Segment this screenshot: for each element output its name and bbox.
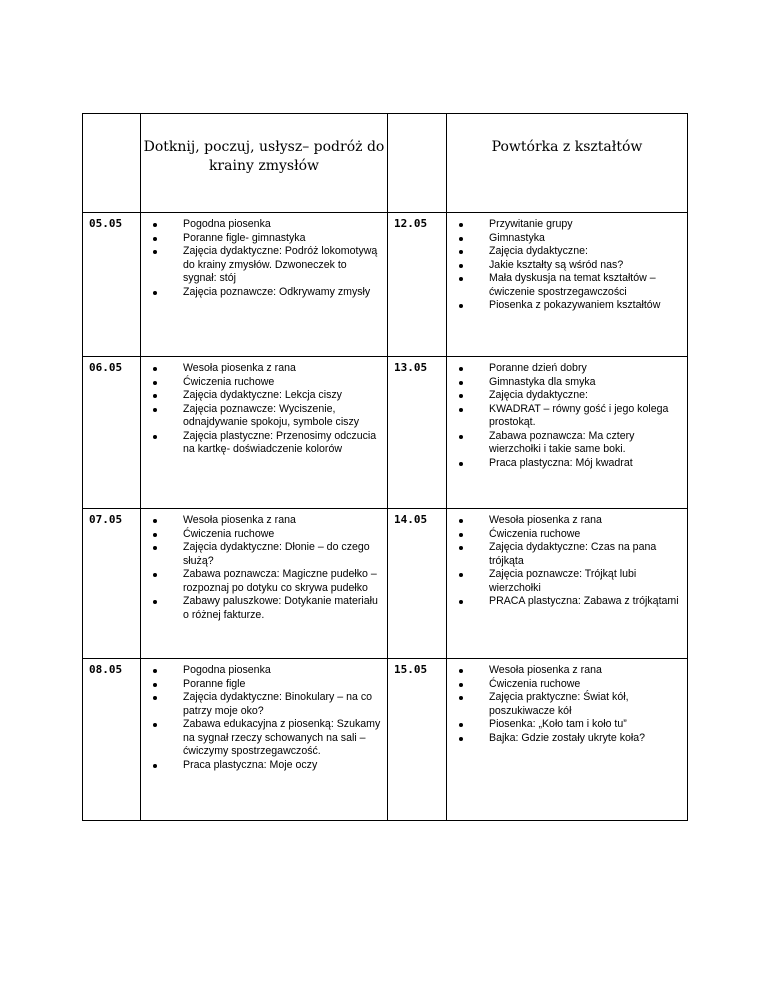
right-date: 13.05	[388, 357, 447, 509]
list-item: Zabawa poznawcza: Ma cztery wierzchołki i takie same boki.	[447, 430, 683, 457]
list-item: Gimnastyka	[447, 232, 683, 246]
list-item: Bajka: Gdzie zostały ukryte koła?	[447, 732, 683, 746]
right-activities	[447, 509, 688, 659]
list-item: Zajęcia dydaktyczne: Binokulary – na co patrzy moje oko?	[141, 691, 383, 718]
list-item: Ćwiczenia ruchowe	[141, 528, 383, 542]
list-item: Ćwiczenia ruchowe	[447, 528, 683, 542]
list-item: Przywitanie grupy	[447, 218, 683, 232]
left-activities	[141, 357, 388, 509]
list-item: PRACA plastyczna: Zabawa z trójkątami	[447, 595, 683, 609]
list-item: Zajęcia dydaktyczne: Czas na pana trójkąta	[447, 541, 683, 568]
right-date: 14.05	[388, 509, 447, 659]
list-item: Zabawy paluszkowe: Dotykanie materiału o różnej fakturze.	[141, 595, 383, 622]
list-item: Zajęcia dydaktyczne:	[447, 245, 683, 259]
header-left-title: Dotknij, poczuj, usłysz– podróż do krainy zmysłów	[141, 114, 388, 213]
table-row	[83, 357, 688, 509]
list-item: Zajęcia plastyczne: Przenosimy odczucia na kartkę- doświadczenie kolorów	[141, 430, 383, 457]
list-item: Wesoła piosenka z rana	[447, 664, 683, 678]
right-activities	[447, 357, 688, 509]
right-date: 12.05	[388, 213, 447, 357]
list-item: Zajęcia praktyczne: Świat kół, poszukiwacze kół	[447, 691, 683, 718]
list-item: Gimnastyka dla smyka	[447, 376, 683, 390]
list-item: Pogodna piosenka	[141, 664, 383, 678]
list-item: Zajęcia dydaktyczne:	[447, 389, 683, 403]
list-item: Jakie kształty są wśród nas?	[447, 259, 683, 273]
header-empty-cell-right	[388, 114, 447, 213]
list-item: Mała dyskusja na temat kształtów – ćwiczenie spostrzegawczości	[447, 272, 683, 299]
list-item: Zajęcia poznawcze: Trójkąt lubi wierzchołki	[447, 568, 683, 595]
list-item: Wesoła piosenka z rana	[141, 514, 383, 528]
list-item: Zajęcia dydaktyczne: Dłonie – do czego służą?	[141, 541, 383, 568]
right-date: 15.05	[388, 659, 447, 821]
list-item: KWADRAT – równy gość i jego kolega prostokąt.	[447, 403, 683, 430]
list-item: Wesoła piosenka z rana	[447, 514, 683, 528]
list-item: Zabawa edukacyjna z piosenką: Szukamy na sygnał rzeczy schowanych na sali – ćwiczymy spostrzegawczość.	[141, 718, 383, 759]
list-item: Zajęcia poznawcze: Wyciszenie, odnajdywanie spokoju, symbole ciszy	[141, 403, 383, 430]
list-item: Zajęcia dydaktyczne: Podróż lokomotywą do krainy zmysłów. Dzwoneczek to sygnał: stój	[141, 245, 383, 286]
list-item: Praca plastyczna: Moje oczy	[141, 759, 383, 773]
list-item: Zajęcia dydaktyczne: Lekcja ciszy	[141, 389, 383, 403]
list-item: Piosenka z pokazywaniem kształtów	[447, 299, 683, 313]
header-right-title: Powtórka z kształtów	[447, 114, 688, 213]
table-header-row	[83, 114, 688, 213]
lesson-plan-table	[82, 113, 688, 821]
left-date: 06.05	[83, 357, 141, 509]
left-activities	[141, 213, 388, 357]
left-activities	[141, 659, 388, 821]
list-item: Pogodna piosenka	[141, 218, 383, 232]
list-item: Poranne figle	[141, 678, 383, 692]
list-item: Praca plastyczna: Mój kwadrat	[447, 457, 683, 471]
right-activities	[447, 213, 688, 357]
list-item: Poranne figle- gimnastyka	[141, 232, 383, 246]
left-date: 05.05	[83, 213, 141, 357]
table-row	[83, 509, 688, 659]
left-date: 07.05	[83, 509, 141, 659]
list-item: Piosenka: „Koło tam i koło tu”	[447, 718, 683, 732]
left-activities	[141, 509, 388, 659]
header-empty-cell-left	[83, 114, 141, 213]
list-item: Zajęcia poznawcze: Odkrywamy zmysły	[141, 286, 383, 300]
list-item: Poranne dzień dobry	[447, 362, 683, 376]
list-item: Ćwiczenia ruchowe	[447, 678, 683, 692]
list-item: Wesoła piosenka z rana	[141, 362, 383, 376]
table-row	[83, 659, 688, 821]
list-item: Zabawa poznawcza: Magiczne pudełko – rozpoznaj po dotyku co skrywa pudełko	[141, 568, 383, 595]
right-activities	[447, 659, 688, 821]
left-date: 08.05	[83, 659, 141, 821]
list-item: Ćwiczenia ruchowe	[141, 376, 383, 390]
table-row	[83, 213, 688, 357]
